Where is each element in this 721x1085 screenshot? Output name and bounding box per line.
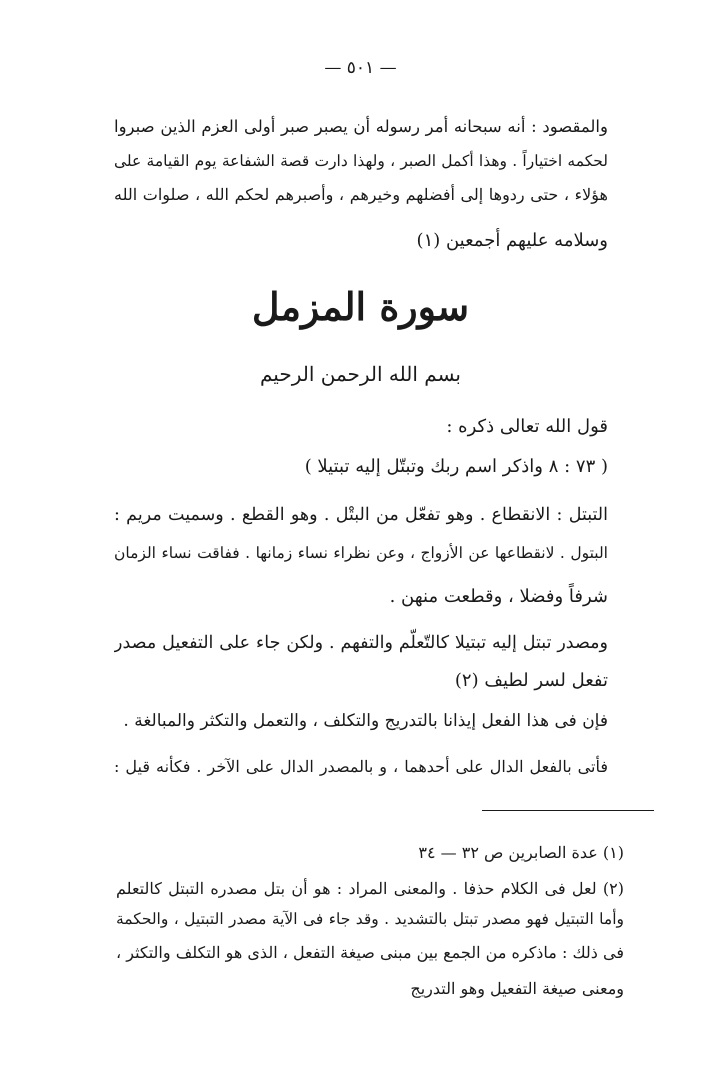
- main-line-1: قول الله تعالى ذكره :: [446, 416, 608, 437]
- main-line-7: تفعل لسر لطيف (٢): [454, 670, 608, 691]
- intro-line-4: وسلامه عليهم أجمعين (١): [416, 230, 608, 251]
- sura-title: سورة المزمل: [251, 284, 470, 329]
- verse-reference: ( ٧٣ : ٨ واذكر اسم ربك وتبتّل إليه تبتيلا ): [304, 456, 608, 477]
- main-line-6: ومصدر تبتل إليه تبتيلا كالتّعلّم والتفهم . ولكن جاء على التفعيل مصدر: [114, 633, 608, 653]
- footnote-2-line-2: وأما التبتيل فهو مصدر تبتل بالتشديد . وقد جاء فى الآية مصدر التبتيل ، والحكمة: [116, 910, 624, 928]
- main-line-5: شرفاً وفضلا ، وقطعت منهن .: [389, 586, 608, 607]
- footnote-2-line-3: فى ذلك : ماذكره من الجمع بين مبنى صيغة التفعل ، الذى هو التكلف والتكثر ،: [116, 943, 624, 962]
- main-line-9: فأتى بالفعل الدال على أحدهما ، و بالمصدر الدال على الآخر . فكأنه قيل :: [114, 757, 608, 776]
- intro-line-3: هؤلاء ، حتى ردوها إلى أفضلهم وخيرهم ، وأصبرهم لحكم الله ، صلوات الله: [114, 185, 608, 204]
- main-line-8: فإن فى هذا الفعل إيذانا بالتدريج والتكلف ، والتعمل والتكثر والمبالغة .: [123, 711, 608, 731]
- main-line-4: البتول . لانقطاعها عن الأزواج ، وعن نظراء نساء زمانها . ففاقت نساء الزمان: [114, 544, 608, 562]
- intro-line-2: لحكمه اختياراً . وهذا أكمل الصبر ، ولهذا دارت قصة الشفاعة يوم القيامة على: [114, 152, 608, 170]
- basmala: بسم الله الرحمن الرحيم: [259, 362, 461, 386]
- main-line-3: التبتل : الانقطاع . وهو تفعّل من البتْل . وهو القطع . وسميت مريم :: [114, 505, 608, 525]
- footnote-2-line-4: ومعنى صيغة التفعيل وهو التدريج: [410, 979, 624, 998]
- footnote-1: (١) عدة الصابرين ص ٣٢ — ٣٤: [418, 843, 624, 862]
- footnote-divider: [482, 810, 654, 811]
- intro-line-1: والمقصود : أنه سبحانه أمر رسوله أن يصبر صبر أولى العزم الذين صبروا: [114, 117, 608, 136]
- footnote-2-line-1: (٢) لعل فى الكلام حذفا . والمعنى المراد : هو أن بتل مصدره التبتل كالتعلم: [116, 879, 624, 898]
- page-number: — ٥٠١ —: [324, 58, 397, 78]
